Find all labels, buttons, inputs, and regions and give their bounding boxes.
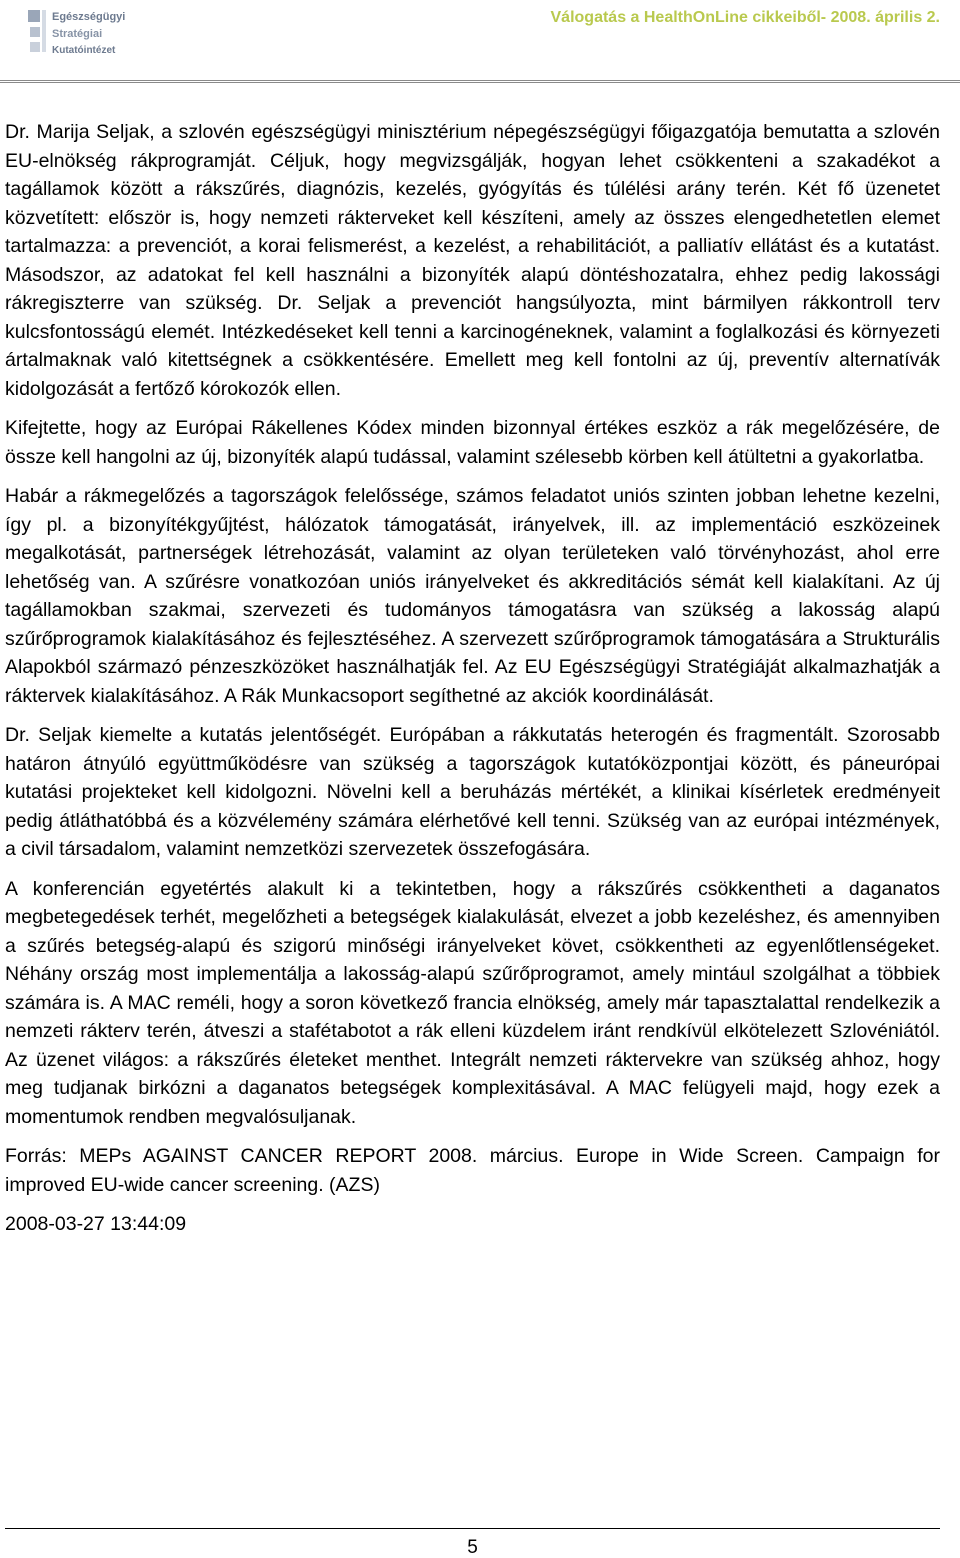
logo-line-1: Egészségügyi — [52, 11, 126, 23]
header-divider — [0, 80, 960, 83]
logo-graphic — [28, 6, 140, 62]
header-title — [551, 9, 941, 27]
page-number: 5 — [467, 1537, 478, 1558]
header-date: 2008. április 2. — [830, 9, 940, 26]
paragraph: Habár a rákmegelőzés a tagországok felelőssége, számos feladatot uniós szinten jobban lehetne kezelni, így pl. a bizonyítékgyűjtést, hálózatok támogatását, irányelvek, ill. az implementáció eszközeinek megalkotását, partnerségek létrehozását, valamint az olyan területeken való törvényhozást, ahol erre lehetőség van. A szűrésre vonatkozóan uniós irányelveket és akkreditációs sémát kell kialakítani. Az új tagállamokban szakmai, szervezeti és tudományos támogatásra van szükség a lakosság alapú szűrőprogramok kialakításához és fejlesztéséhez. A szervezett szűrőprogramok támogatására a Strukturális Alapokból származó pénzeszközöket használhatják fel. Az EU Egészségügyi Stratégiáját alkalmazhatják a ráktervek kialakításához. A Rák Munkacsoport segíthetné az akciók koordinálását. — [5, 485, 940, 707]
header-title-text: Válogatás a HealthOnLine cikkeiből- — [550, 9, 827, 26]
timestamp: 2008-03-27 13:44:09 — [5, 1213, 187, 1235]
footer-divider — [5, 1528, 940, 1529]
paragraph: A konferencián egyetértés alakult ki a tekintetben, hogy a rákszűrés csökkentheti a daganatos megbetegedések terhét, megelőzheti a betegségek kialakulását, elvezet a jobb kezeléshez, és amennyiben a szűrés betegség-alapú és szigorú minőségi irányelveket követ, csökkentheti az egyenlőtlenségeket. Néhány ország most implementálja a lakosság-alapú szűrőprogramot, amely mintául szolgálhat a többiek számára is. A MAC reméli, hogy a soron következő francia elnökség, amely már tapasztalattal rendelkezik a nemzeti rákterv terén, átveszi a stafétabotot a rák elleni küzdelem iránt rendkívül elkötelezett Szlovéniától. Az üzenet világos: a rákszűrés életeket menthet. Integrált nemzeti ráktervekre van szükség ahhoz, hogy meg tudjanak birkózni a daganatos betegségek komplexitásával. A MAC felügyeli majd, hogy ezek a momentumok rendben megvalósuljanak. — [5, 877, 940, 1128]
paragraph: Kifejtette, hogy az Európai Rákellenes Kódex minden bizonnyal értékes eszköz a rák megelőzésére, de össze kell hangolni az új, bizonyíték alapú tudással, valamint szélesebb körben kell átültetni a gyakorlatba. — [5, 417, 940, 468]
logo-line-3: Kutatóintézet — [52, 45, 116, 56]
logo-line-2: Stratégiai — [52, 28, 103, 40]
source-paragraph: Forrás: MEPs AGAINST CANCER REPORT 2008. március. Europe in Wide Screen. Campaign for improved EU-wide cancer screening. (AZS) — [5, 1145, 940, 1196]
paragraph: Dr. Marija Seljak, a szlovén egészségügyi minisztérium népegészségügyi főigazgatója bemutatta a szlovén EU-elnökség rákprogramját. Céljuk, hogy megvizsgálják, hogyan lehet csökkenteni a szakadékot a tagállamok között a rákszűrés, diagnózis, kezelés, gyógyítás és túlélési arány terén. Két fő üzenetet közvetített: először is, hogy nemzeti rákterveket kell készíteni, amely az összes elengedhetetlen elemet tartalmazza: a prevenciót, a korai felismerést, a kezelést, a rehabilitációt, a palliatív ellátást és a kutatást. Másodszor, az adatokat fel kell használni a bizonyíték alapú döntéshozatalra, ehhez pedig lakossági rákregiszterre van szükség. Dr. Seljak a prevenciót hangsúlyozta, mint bármilyen rákkontroll terv kulcsfontosságú elemét. Intézkedéseket kell tenni a karcinogéneknek, valamint a foglalkozási és környezeti ártalmaknak való kitettségnek a csökkentésére. Emellett meg kell fontolni az új, preventív alternatívák kidolgozását a fertőző kórokozók ellen. — [5, 121, 940, 400]
institute-logo — [28, 6, 140, 62]
page-header — [0, 0, 960, 76]
article-body — [5, 118, 940, 1250]
paragraph: Dr. Seljak kiemelte a kutatás jelentőségét. Európában a rákkutatás heterogén és fragmentált. Szorosabb határon átnyúló együttműködésre van szükség a tagországok kutatóközpontjai között, és páneurópai kutatási projekteket kell kidolgozni. Növelni kell a beruházás mértékét, a klinikai kísérletek eredményeit pedig átláthatóbbá és a közvélemény számára elérhetővé kell tenni. Szükség van az európai intézmények, a civil társadalom, valamint nemzetközi szervezetek összefogására. — [5, 724, 940, 860]
